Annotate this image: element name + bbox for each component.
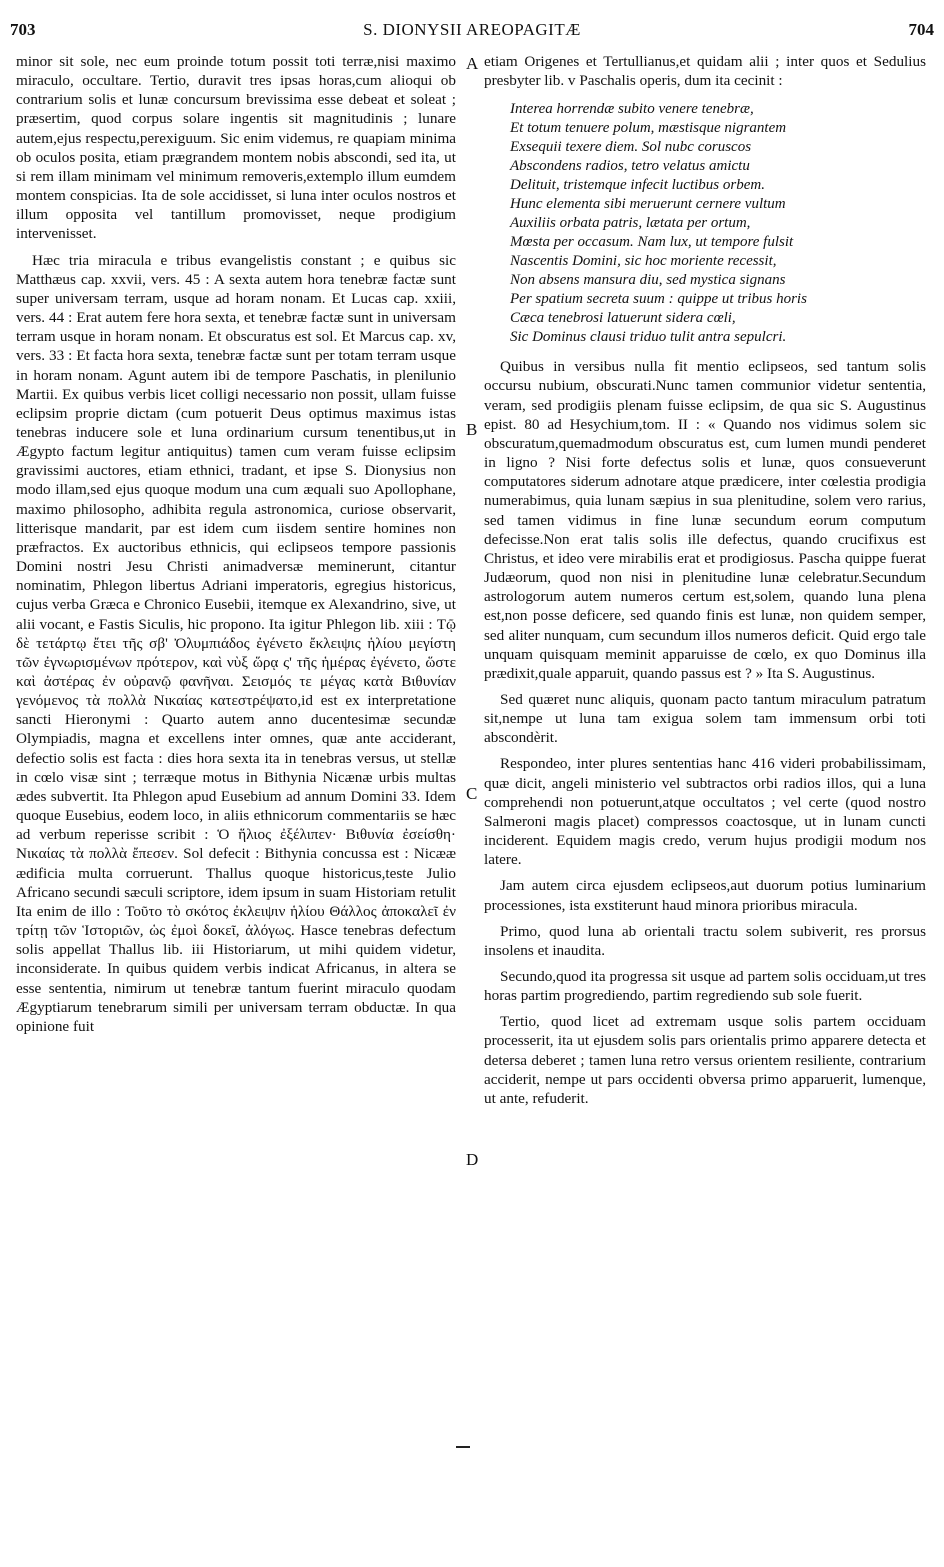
right-paragraph: Primo, quod luna ab orientali tractu solem subiverit, res prorsus insolens et inaudita. xyxy=(484,922,926,959)
right-paragraph: Jam autem circa ejusdem eclipseos,aut duorum potius luminarium processiones, ista exstiterunt haud minora prioribus miracula. xyxy=(484,877,926,914)
left-paragraph: minor sit sole, nec eum proinde totum possit toti terræ,nisi maximo miraculo, occultare. Tertio, duravit tres ipsas horas,cum alioqui ob contrarium solis et lunæ concursum brevissima esse debeat et soleat ; præsertim, quod corpus solare ingentis sit magnitudinis ; lunare autem,ejus respectu,perexiguum. Sic enim videmus, re quapiam minima ob oculos posita, etiam prægrandem montem nobis abscondi, sed ita, ut si rem illam minimam vel minimum removeris,extemplo illum eumdem montem conspicias. Ita de sole accidisset, si luna inter oculos nostros et illum opposita vel tantillum promovisset, neque prodigium intervenisset. xyxy=(16,53,456,243)
poem-line: Exsequii texere diem. Sol nubc coruscos xyxy=(510,139,752,156)
poem-line: Cæca tenebrosi latuerunt sidera cœli, xyxy=(510,310,736,327)
right-paragraph: Secundo,quod ita progressa sit usque ad partem solis occiduam,ut tres horas partim progrediendo, partim regrediendo sub sole fuerit. xyxy=(484,968,926,1005)
left-paragraph: Hæc tria miracula e tribus evangelistis constant ; e quibus sic Matthæus cap. xxvii, vers. 45 : A sexta autem hora tenebræ factæ sunt super universam terram, usque ad horam nonam. Et Lucas cap. xxiii, vers. 44 : Erat autem fere hora sexta, et tenebræ factæ sunt in universam terram usque in horam nonam. Et obscuratus est sol. Et Marcus cap. xv, vers. 33 : Et facta hora sexta, tenebræ factæ sunt per totam terram usque in horam nonam. Agunt autem ibi de tempore Paschatis, in plenilunio Martii. Ex quibus verbis licet colligi necessario non possit, ullam fuisse eclipsim proprie dictam (cum potuerit Deus optimus maximus istas tenebras inducere sole et luna ordinarium cursum tenentibus,ut in Ægypto factum legitur antiquitus) tamen cum veram fuisse eclipsim gravissimi auctores, etiam ethnici, tradant, et ipse S. Dionysius non modo illam,sed ejus quoque modum una cum æquali suo Apollophane, maximo philosopho, adhibita regula astronomica, curiose observarit, litterisque mandarit, par est idem cum iisdem sentire homines non præfractos. Ex auctoribus ethnicis, qui eclipseos tempore passionis Domini nostri Jesu Christi animadversæ meminerunt, citantur nominatim, Phlegon libertus Adriani imperatoris, egregius historicus, cujus verba Græca e Chronico Eusebii, itemque ex Alexandrino, sive, ut alii vocant, e Fastis Siculis, hic propono. Ita igitur Phlegon lib. xiii : Τῷ δὲ τετάρτῳ ἔτει τῆς σβ' Ὀλυμπιάδος ἐγένετο ἔκλειψις ἡλίου μεγίστη τῶν ἐγνωρισμένων πρότερον, καὶ νὺξ ὥρᾳ ς' τῆς ἡμέρας ἐγένετο, ὥστε καὶ ἀστέρας ἐν οὐρανῷ φανῆναι. Σεισμός τε μέγας κατὰ Βιθυνίαν γενόμενος τὰ πολλὰ Νικαίας κατεστρέψατο,id est ex interpretatione sancti Hieronymi : Quarto autem anno ducentesimæ secundæ Olympiadis, magna et excellens inter omnes, quæ ante acciderant, defectio solis est facta : dies hora sexta ita in tenebras versus, ut stellæ in cœlo visæ sint ; terræque motus in Bithynia Nicænæ urbis multas ædes subvertit. Ita Phlegon apud Eusebium ad annum Domini 33. Idem quoque Eusebius, eodem loco, in aliis ethnicorum commentariis se hæc ad verbum reperisse scribit : Ὁ ἥλιος ἐξέλιπεν· Βιθυνία ἐσείσθη· Νικαίας τὰ πολλὰ ἔπεσεν. Sol defecit : Bithynia concussa est : Nicææ ædificia multa corruerunt. Thallus quoque historicus,teste Julio Africano secundi sæculi scriptore, idem ipsum in suam Historiam retulit Ita enim de illo : Τοῦτο τὸ σκότος ἐκλειψιν ἡλίου Θάλλος ἀποκαλεῖ ἐν τρίτῃ τῶν Ἱστοριῶν, ὡς ἐμοὶ δοκεῖ, ἀλόγως. Hasce tenebras defectum solis appellat Thallus lib. iii Historiarum, ut mihi quidem videtur, inconsiderate. In quibus quidem verbis indicat Africanus, in altera se esse sententia, nimirum ut tenebræ tantum fuerint miraculo quodam Ægyptiarum tenebrarum simili per universam terram obductæ. In qua opinione fuit xyxy=(16,251,456,1035)
poem-line: Et totum tenuere polum, mæstisque nigrantem xyxy=(510,120,787,137)
poem-line: Interea horrendæ subito venere tenebræ, xyxy=(510,101,754,118)
poem-line: Auxiliis orbata patris, lætata per ortum, xyxy=(510,215,751,232)
page-end-dash xyxy=(456,1446,470,1448)
margin-marker-d: D xyxy=(466,1150,479,1169)
right-paragraph: Sed quæret nunc aliquis, quonam pacto tantum miraculum patratum sit,nempe ut luna tam exigua solem tam immensum orbi toti abscondèrit. xyxy=(484,690,926,747)
right-intro: etiam Origenes et Tertullianus,et quidam alii ; inter quos et Sedulius presbyter lib. v Paschalis operis, dum ita cecinit : xyxy=(484,53,926,90)
right-column xyxy=(484,52,926,1108)
right-paragraph: Respondeo, inter plures sententias hanc 416 videri probabilissimam, quæ dicit, angeli ministerio vel subtractos orbi radios illos, qui a luna comprehendi non potuerunt,atque occultatos ; vel certe (quod nostro Salmeroni magis placet) compressos coactosque, ut in lunam cuncti inciderent. Equidem magis credo, verum hujus prodigii modum nos latere. xyxy=(484,755,926,869)
right-paragraph: Tertio, quod licet ad extremam usque solis partem occiduam processerit, ita ut ejusdem solis pars orientalis primo apparere detecta et detersa deberet ; tamen luna retro versus orientem resiliente, contrarium acciderit, nempe ut pars occidenti obversa primo apparuerit, lumenque, ut ante, refuderit. xyxy=(484,1013,926,1107)
margin-marker-c: C xyxy=(466,784,478,803)
right-paragraph: Quibus in versibus nulla fit mentio eclipseos, sed tantum solis occursu nubium, obscurati.Nunc tamen communior videtur sententia, veram, sed prodigiis plenam fuisse eclipsim, de qua sic S. Augustinus epist. 80 ad Hesychium,tom. II : « Quando nos vidimus solem sic obscuratum,quemadmodum obscuratus est, cum lumen mundi penderet in ligno ? Nisi forte defectus solis et lunæ, quos consueverunt computatores siderum adnotare atque prædicere, inter cœlestia prodigia numerabimus, quia lunam sæpius in sua plenitudine, solem vero rarius, sed tamen vidimus in fine lunæ secundum eorum computum defecisse.Non erat talis solis ille defectus, quando crucifixus est Christus, et ideo vere mirabilis erat et prodigiosus. Pascha quippe fuerat Judæorum, quod non nisi in plenitudine lunæ celebratur.Secundum astrologorum autem numeros certum est,solem, quando luna plena est,non posse deficere, sed quando finis est lunæ, non quidem semper, sed aliter nunquam, cum secundum illos numeros deficit. Quid ergo tale unquam quisquam meminit apparuisse de cœlo, ex quo Dominus illa prædixit,quale apparuit, quando passus est ? » Ita S. Augustinus. xyxy=(484,358,926,682)
poem-line: Hunc elementa sibi meruerunt cernere vultum xyxy=(510,196,786,213)
page-header xyxy=(10,20,934,42)
margin-marker-b: B xyxy=(466,420,478,439)
left-column xyxy=(16,52,456,1036)
poem-line: Sic Dominus clausi triduo tulit antra sepulcri. xyxy=(510,329,787,346)
poem-line: Per spatium secreta suum : quippe ut tribus horis xyxy=(510,291,807,308)
margin-marker-a: A xyxy=(466,54,479,73)
poem-block xyxy=(510,100,926,347)
poem-line: Abscondens radios, tetro velatus amictu xyxy=(510,158,750,175)
poem-line: Non absens mansura diu, sed mystica signans xyxy=(510,272,786,289)
poem-line: Nascentis Domini, sic hoc moriente recessit, xyxy=(510,253,777,270)
page-number-right: 704 xyxy=(908,20,934,39)
running-title: S. DIONYSII AREOPAGITÆ xyxy=(363,20,581,39)
poem-line: Delituit, tristemque infecit luctibus orbem. xyxy=(510,177,765,194)
poem-line: Mœsta per occasum. Nam lux, ut tempore fulsit xyxy=(510,234,794,251)
page-number-left: 703 xyxy=(10,20,36,39)
